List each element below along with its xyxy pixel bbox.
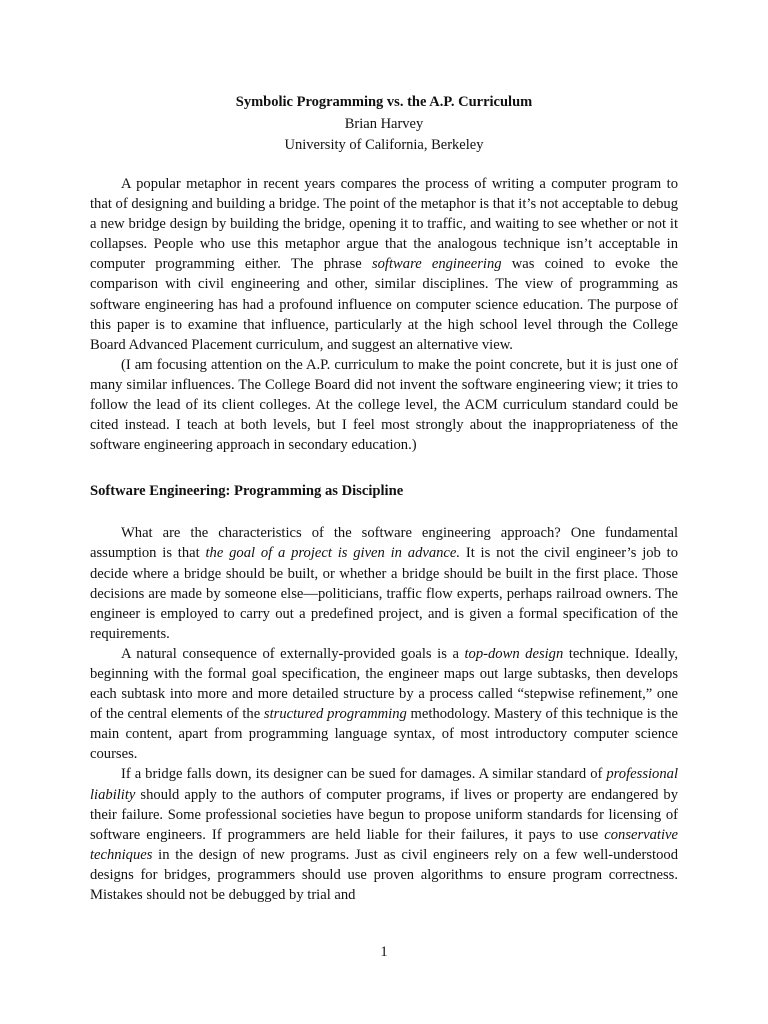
- intro-paragraph-1: [90, 174, 678, 355]
- text-run: If a bridge falls down, its designer can be sued for damages. A similar standard of: [121, 766, 607, 783]
- text-run: methodology. Mastery of this technique is the main content, apart from programming language syntax, of most introductory computer science courses.: [90, 706, 678, 763]
- text-run: in the design of new programs. Just as civil engineers rely on a few well-understood designs for bridges, programmers should use proven algorithms to ensure program correctness. Mistakes should not be debugged by trial and: [90, 846, 678, 903]
- paper-page: [90, 92, 678, 905]
- paper-title: Symbolic Programming vs. the A.P. Curriculum: [235, 94, 533, 110]
- text-run: It is not the civil engineer’s job to decide where a bridge should be built, or whether a bridge should be built in the first place. Those decisions are made by someone else—politicians, traffic flow experts, perhaps railroad owners. The engineer is employed to carry out a predefined project, and is given a formal specification of the requirements.: [90, 545, 678, 642]
- text-run: should apply to the authors of computer programs, if lives or property are endangered by their failure. Some professional societies have begun to propose uniform standards for licensing of software engineers. If programmers are held liable for their failures, it pays to use: [90, 786, 678, 843]
- italic-phrase: conservative techniques: [90, 826, 678, 863]
- text-run: A popular metaphor in recent years compares the process of writing a computer program to that of designing and building a bridge. The point of the metaphor is that it’s not acceptable to debug a new bridge design by building the bridge, opening it to traffic, and waiting to see whether or not it collapses. People who use this metaphor argue that the analogous technique isn’t acceptable in computer programming either. The phrase: [90, 176, 678, 273]
- text-run: technique. Ideally, beginning with the formal goal specification, the engineer maps out large subtasks, then develops each subtask into more and more detailed structure by a process called “stepwise refinement,” one of the central elements of the: [90, 645, 678, 723]
- italic-phrase: software engineering: [371, 256, 502, 273]
- text-run: (I am focusing attention on the A.P. curriculum to make the point concrete, but it is just one of many similar influences. The College Board did not invent the software engineering view; it tries to follow the lead of its client colleges. At the college level, the ACM curriculum standard could be cited instead. I teach at both levels, but I feel most strongly about the inappropriateness of the software engineering approach in secondary education.): [90, 356, 678, 454]
- text-run: What are the characteristics of the software engineering approach? One fundamental assumption is that: [90, 525, 678, 562]
- author-affiliation: University of California, Berkeley: [284, 137, 484, 153]
- page-number: 1: [380, 944, 388, 960]
- section-heading: Software Engineering: Programming as Discipline: [90, 483, 404, 500]
- italic-phrase: the goal of a project is given in advance.: [205, 545, 461, 562]
- section-paragraph-3: [90, 764, 678, 905]
- section-paragraph-1: [90, 523, 678, 644]
- text-run: A natural consequence of externally-provided goals is a: [121, 645, 465, 662]
- section-paragraph-2: [90, 644, 678, 765]
- italic-phrase: structured programming: [263, 706, 407, 723]
- author-name: Brian Harvey: [344, 116, 424, 132]
- italic-phrase: top-down design: [464, 645, 564, 662]
- italic-phrase: professional liability: [90, 766, 678, 803]
- text-run: was coined to evoke the comparison with civil engineering and other, similar disciplines. The view of programming as software engineering has had a profound influence on computer science education. The purpose of this paper is to examine that influence, particularly at the high school level through the College Board Advanced Placement curriculum, and suggest an alternative view.: [90, 256, 678, 353]
- intro-paragraph-2: [90, 355, 678, 455]
